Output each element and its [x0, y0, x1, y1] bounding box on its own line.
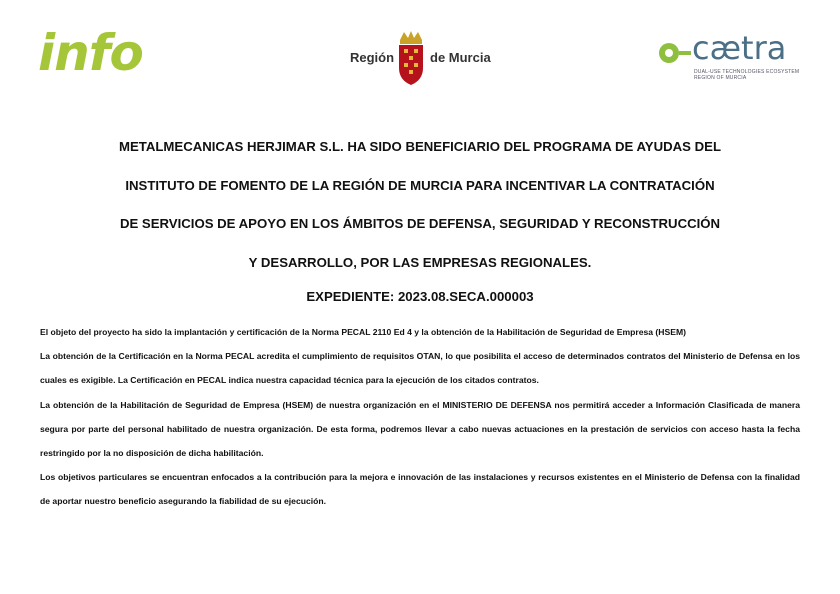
caetra-subtitle — [694, 69, 799, 81]
region-logo-text-left: Región — [350, 50, 395, 65]
region-logo-text-right: de Murcia — [430, 50, 491, 65]
title-line: INSTITUTO DE FOMENTO DE LA REGIÓN DE MURCIA PARA INCENTIVAR LA CONTRATACIÓN — [125, 177, 715, 193]
caetra-wordmark: cætra — [692, 29, 787, 67]
expediente-number: EXPEDIENTE: 2023.08.SECA.000003 — [306, 289, 534, 304]
body-paragraph: La obtención de la Certificación en la Norma PECAL acredita el cumplimiento de requisitos OTAN, lo que posibilita el acceso de determinados contratos del Ministerio de Defensa en los cuales es exigible. La Certificación en PECAL indica nuestra capacidad técnica para la ejecución de los citados contratos. — [40, 351, 800, 386]
info-logo: info — [38, 24, 143, 82]
header-logos — [0, 0, 840, 110]
project-description — [40, 320, 800, 514]
announcement-title — [0, 128, 840, 282]
region-de-murcia-logo — [348, 30, 498, 90]
murcia-coat-of-arms-icon — [396, 30, 426, 86]
title-line: DE SERVICIOS DE APOYO EN LOS ÁMBITOS DE DEFENSA, SEGURIDAD Y RECONSTRUCCIÓN — [119, 216, 721, 231]
title-line: METALMECANICAS HERJIMAR S.L. HA SIDO BENEFICIARIO DEL PROGRAMA DE AYUDAS DEL — [118, 139, 722, 154]
body-paragraph: Los objetivos particulares se encuentran enfocados a la contribución para la mejora e innovación de las instalaciones y recursos existentes en el Ministerio de Defensa con la finalidad de aportar nuestro beneficio asegurando la fiabilidad de su ejecución. — [40, 472, 800, 507]
caetra-subtitle-line-2: REGION OF MURCIA — [694, 75, 747, 81]
body-paragraph: El objeto del proyecto ha sido la implantación y certificación de la Norma PECAL 2110 Ed 4 y la obtención de la Habilitación de Seguridad de Empresa (HSEM) — [40, 327, 686, 337]
title-line: Y DESARROLLO, POR LAS EMPRESAS REGIONALES. — [248, 254, 592, 270]
caetra-symbol-icon — [658, 40, 692, 70]
caetra-subtitle-line-1: DUAL-USE TECHNOLOGIES ECOSYSTEM — [694, 69, 800, 75]
caetra-logo — [658, 29, 808, 86]
body-paragraph: La obtención de la Habilitación de Seguridad de Empresa (HSEM) de nuestra organización en el MINISTERIO DE DEFENSA nos permitirá acceder a Información Clasificada de manera segura por parte del personal habilitado de nuestra organización. De esta forma, podremos llevar a cabo nuevas actuaciones en la prestación de servicios con acceso hasta la fecha restringido por la no disposición de dicha habilitación. — [40, 399, 800, 459]
